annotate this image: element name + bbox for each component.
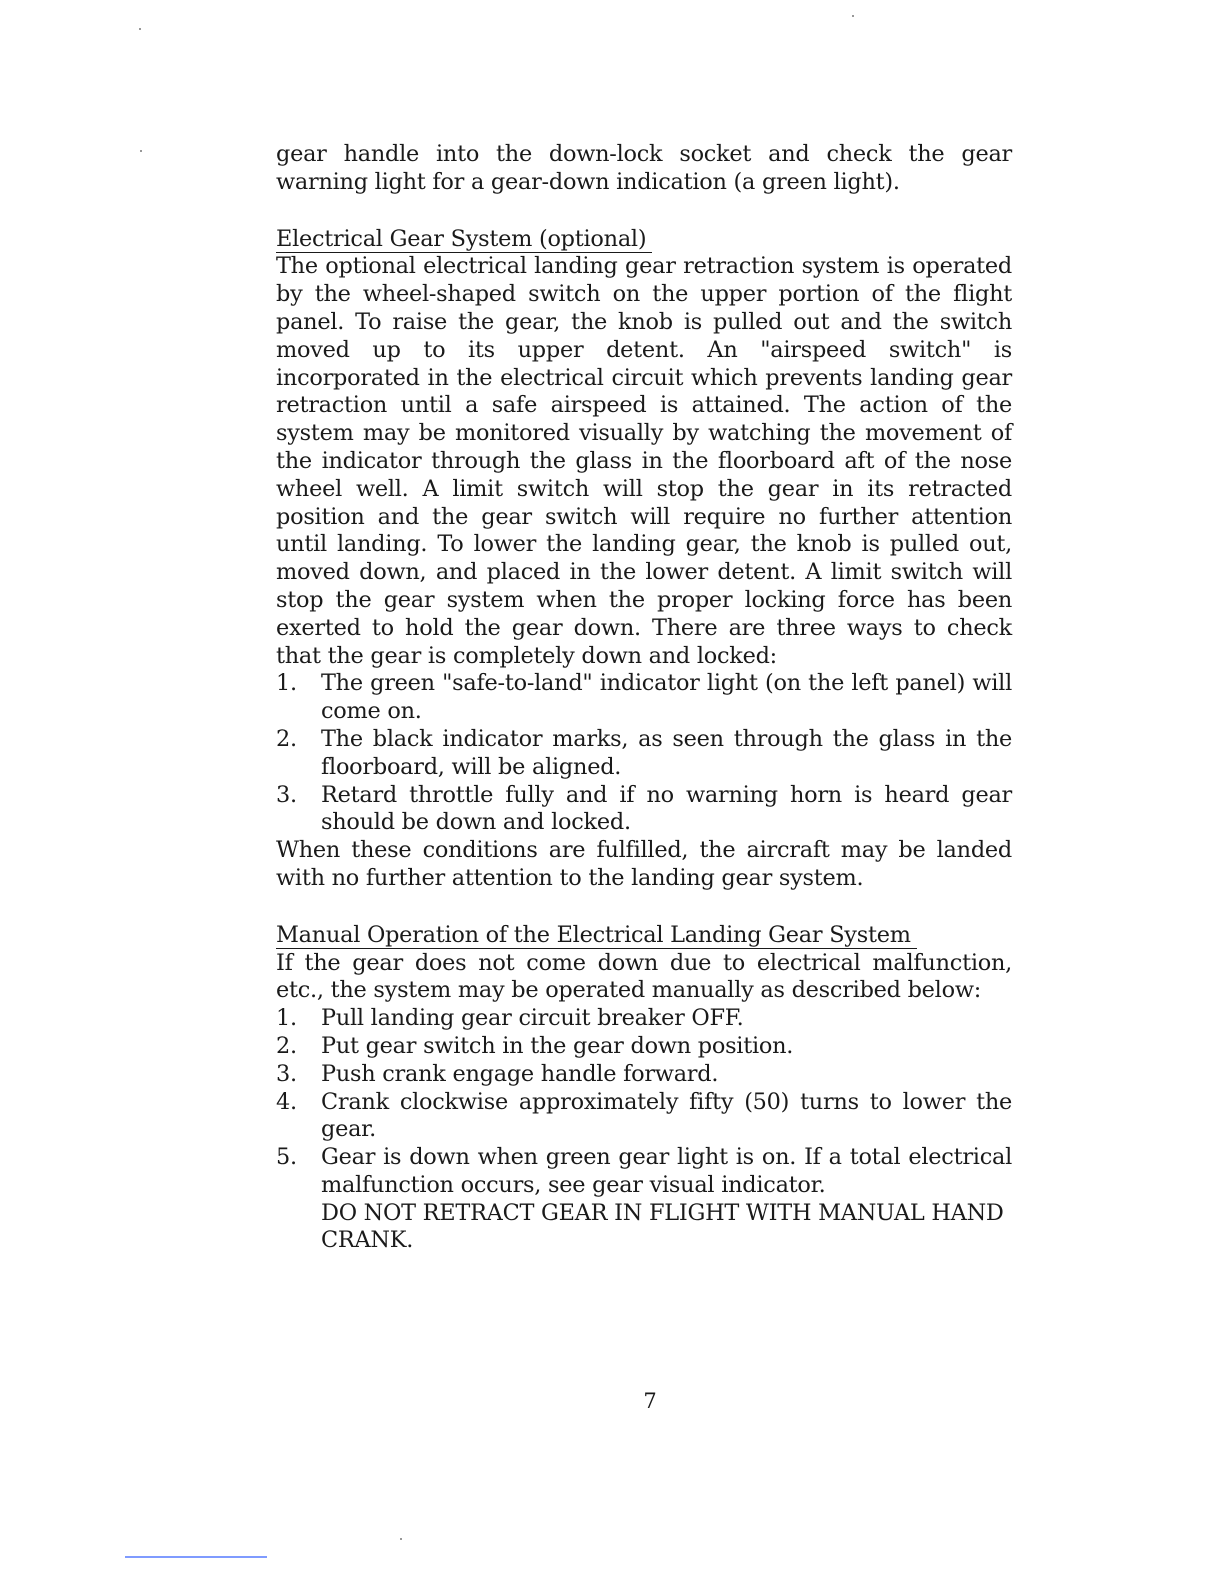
manual-operation-steps-list [276,1005,1012,1200]
list-item [276,1061,1012,1089]
electrical-gear-heading: Electrical Gear System (optional) [276,226,652,253]
list-item-number: 1. [276,1005,297,1032]
list-item-text: The black indicator marks, as seen through the glass in the floorboard, will be aligned. [321,725,1012,780]
list-item [276,670,1012,726]
manual-operation-heading: Manual Operation of the Electrical Landing Gear System [276,922,917,949]
list-item [276,1033,1012,1061]
scan-speck [140,150,142,152]
list-item-number: 5. [276,1144,297,1171]
scan-artifact-line [125,1556,267,1558]
list-item-number: 1. [276,670,297,697]
list-item-text: Crank clockwise approximately fifty (50) turns to lower the gear. [321,1088,1012,1143]
list-item-number: 2. [276,725,297,752]
list-item-number: 4. [276,1088,297,1115]
scan-speck [139,28,141,30]
manual-operation-section [276,922,1012,1256]
manual-operation-body: If the gear does not come down due to electrical malfunction, etc., the system may be operated manually as described below: [276,949,1012,1004]
list-item [276,726,1012,782]
list-item-text: Pull landing gear circuit breaker OFF. [321,1005,744,1032]
manual-page [276,141,1012,1255]
intro-paragraph: gear handle into the down-lock socket and check the gear warning light for a gear-down indication (a green light). [276,141,1012,195]
scan-speck [852,15,854,17]
list-item-number: 2. [276,1032,297,1059]
list-item [276,782,1012,838]
section-gap [276,893,1012,922]
list-item [276,1089,1012,1145]
list-item-number: 3. [276,781,297,808]
list-item-text: Push crank engage handle forward. [321,1060,719,1087]
section-gap [276,197,1012,226]
list-item-text: Put gear switch in the gear down position. [321,1032,794,1059]
manual-crank-warning: DO NOT RETRACT GEAR IN FLIGHT WITH MANUAL HAND CRANK. [321,1199,1004,1254]
list-item-text: The green "safe-to-land" indicator light (on the left panel) will come on. [321,670,1012,725]
scan-speck [400,1538,402,1540]
list-item-text: Gear is down when green gear light is on. If a total electrical malfunction occurs, see gear visual indicator. [321,1144,1012,1198]
electrical-gear-closing: When these conditions are fulfilled, the aircraft may be landed with no further attention to the landing gear system. [276,837,1012,891]
page-number: 7 [643,1389,657,1413]
electrical-gear-section [276,226,1012,893]
list-item-text: Retard throttle fully and if no warning horn is heard gear should be down and locked. [321,781,1012,836]
list-item [276,1144,1012,1200]
gear-down-checks-list [276,670,1012,837]
list-item-number: 3. [276,1060,297,1087]
electrical-gear-body: The optional electrical landing gear retraction system is operated by the wheel-shaped switch on the upper portion of the flight panel. To raise the gear, the knob is pulled out and the switch moved up to its upper detent. An "airspeed switch" is incorporated in the electrical circuit which prevents landing gear retraction until a safe airspeed is attained. The action of the system may be monitored visually by watching the movement of the indicator through the glass in the floorboard aft of the nose wheel well. A limit switch will stop the gear in its retracted position and the gear switch will require no further attention until landing. To lower the landing gear, the knob is pulled out, moved down, and placed in the lower detent. A limit switch will stop the gear system when the proper locking force has been exerted to hold the gear down. There are three ways to check that the gear is completely down and locked: [276,253,1012,669]
list-item [276,1005,1012,1033]
